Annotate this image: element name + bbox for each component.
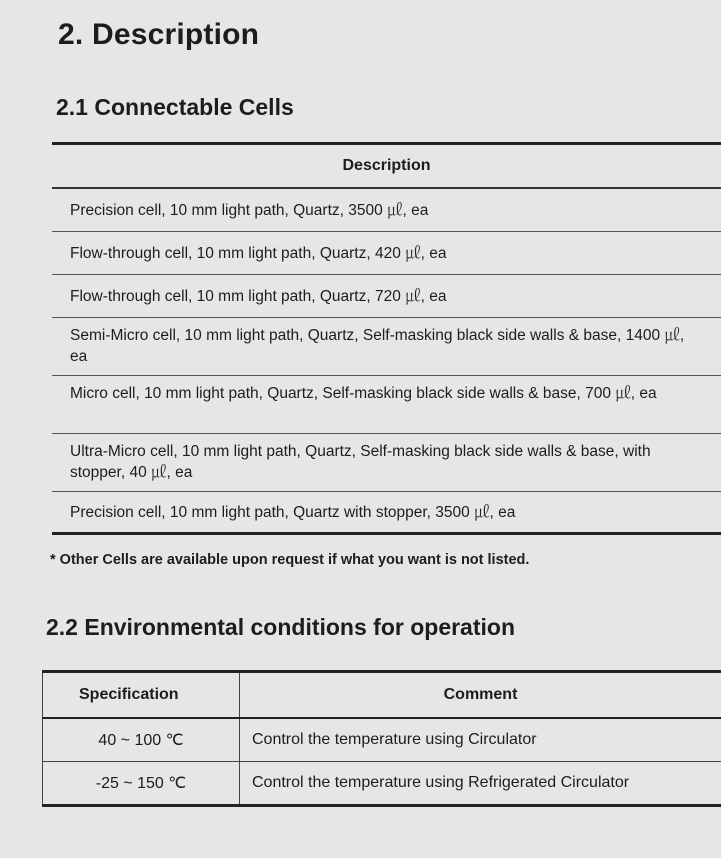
availability-note: * Other Cells are available upon request if what you want is not listed.: [50, 552, 530, 568]
env-row: [43, 718, 721, 762]
section-title: 2. Description: [58, 18, 260, 51]
env-row: [43, 762, 721, 806]
env-section-title: 2.2 Environmental conditions for operation: [46, 614, 515, 640]
cell-row: Precision cell, 10 mm light path, Quartz, 3500 ㎕, ea: [52, 189, 721, 232]
cells-column-header: Description: [52, 145, 721, 189]
cell-row: Semi-Micro cell, 10 mm light path, Quartz, Self-masking black side walls & base, 1400 ㎕, ea: [52, 318, 721, 376]
spec-cell: 40 ~ 100 ℃: [43, 718, 240, 762]
spec-cell: -25 ~ 150 ℃: [43, 762, 240, 806]
cells-section-title: 2.1 Connectable Cells: [56, 94, 294, 120]
cell-row: Flow-through cell, 10 mm light path, Quartz, 420 ㎕, ea: [52, 232, 721, 275]
cell-row: Flow-through cell, 10 mm light path, Quartz, 720 ㎕, ea: [52, 275, 721, 318]
cell-row: Ultra-Micro cell, 10 mm light path, Quartz, Self-masking black side walls & base, with stopper, 40 ㎕, ea: [52, 434, 721, 492]
spec-column-header: Specification: [43, 672, 240, 719]
comment-cell: Control the temperature using Refrigerated Circulator: [240, 762, 721, 806]
cell-row: Micro cell, 10 mm light path, Quartz, Self-masking black side walls & base, 700 ㎕, ea: [52, 376, 721, 434]
comment-column-header: Comment: [240, 672, 721, 719]
cell-row: Precision cell, 10 mm light path, Quartz with stopper, 3500 ㎕, ea: [52, 492, 721, 535]
connectable-cells-table: [52, 142, 721, 535]
env-header-row: [43, 672, 721, 719]
environmental-conditions-table: [42, 670, 721, 807]
comment-cell: Control the temperature using Circulator: [240, 718, 721, 762]
